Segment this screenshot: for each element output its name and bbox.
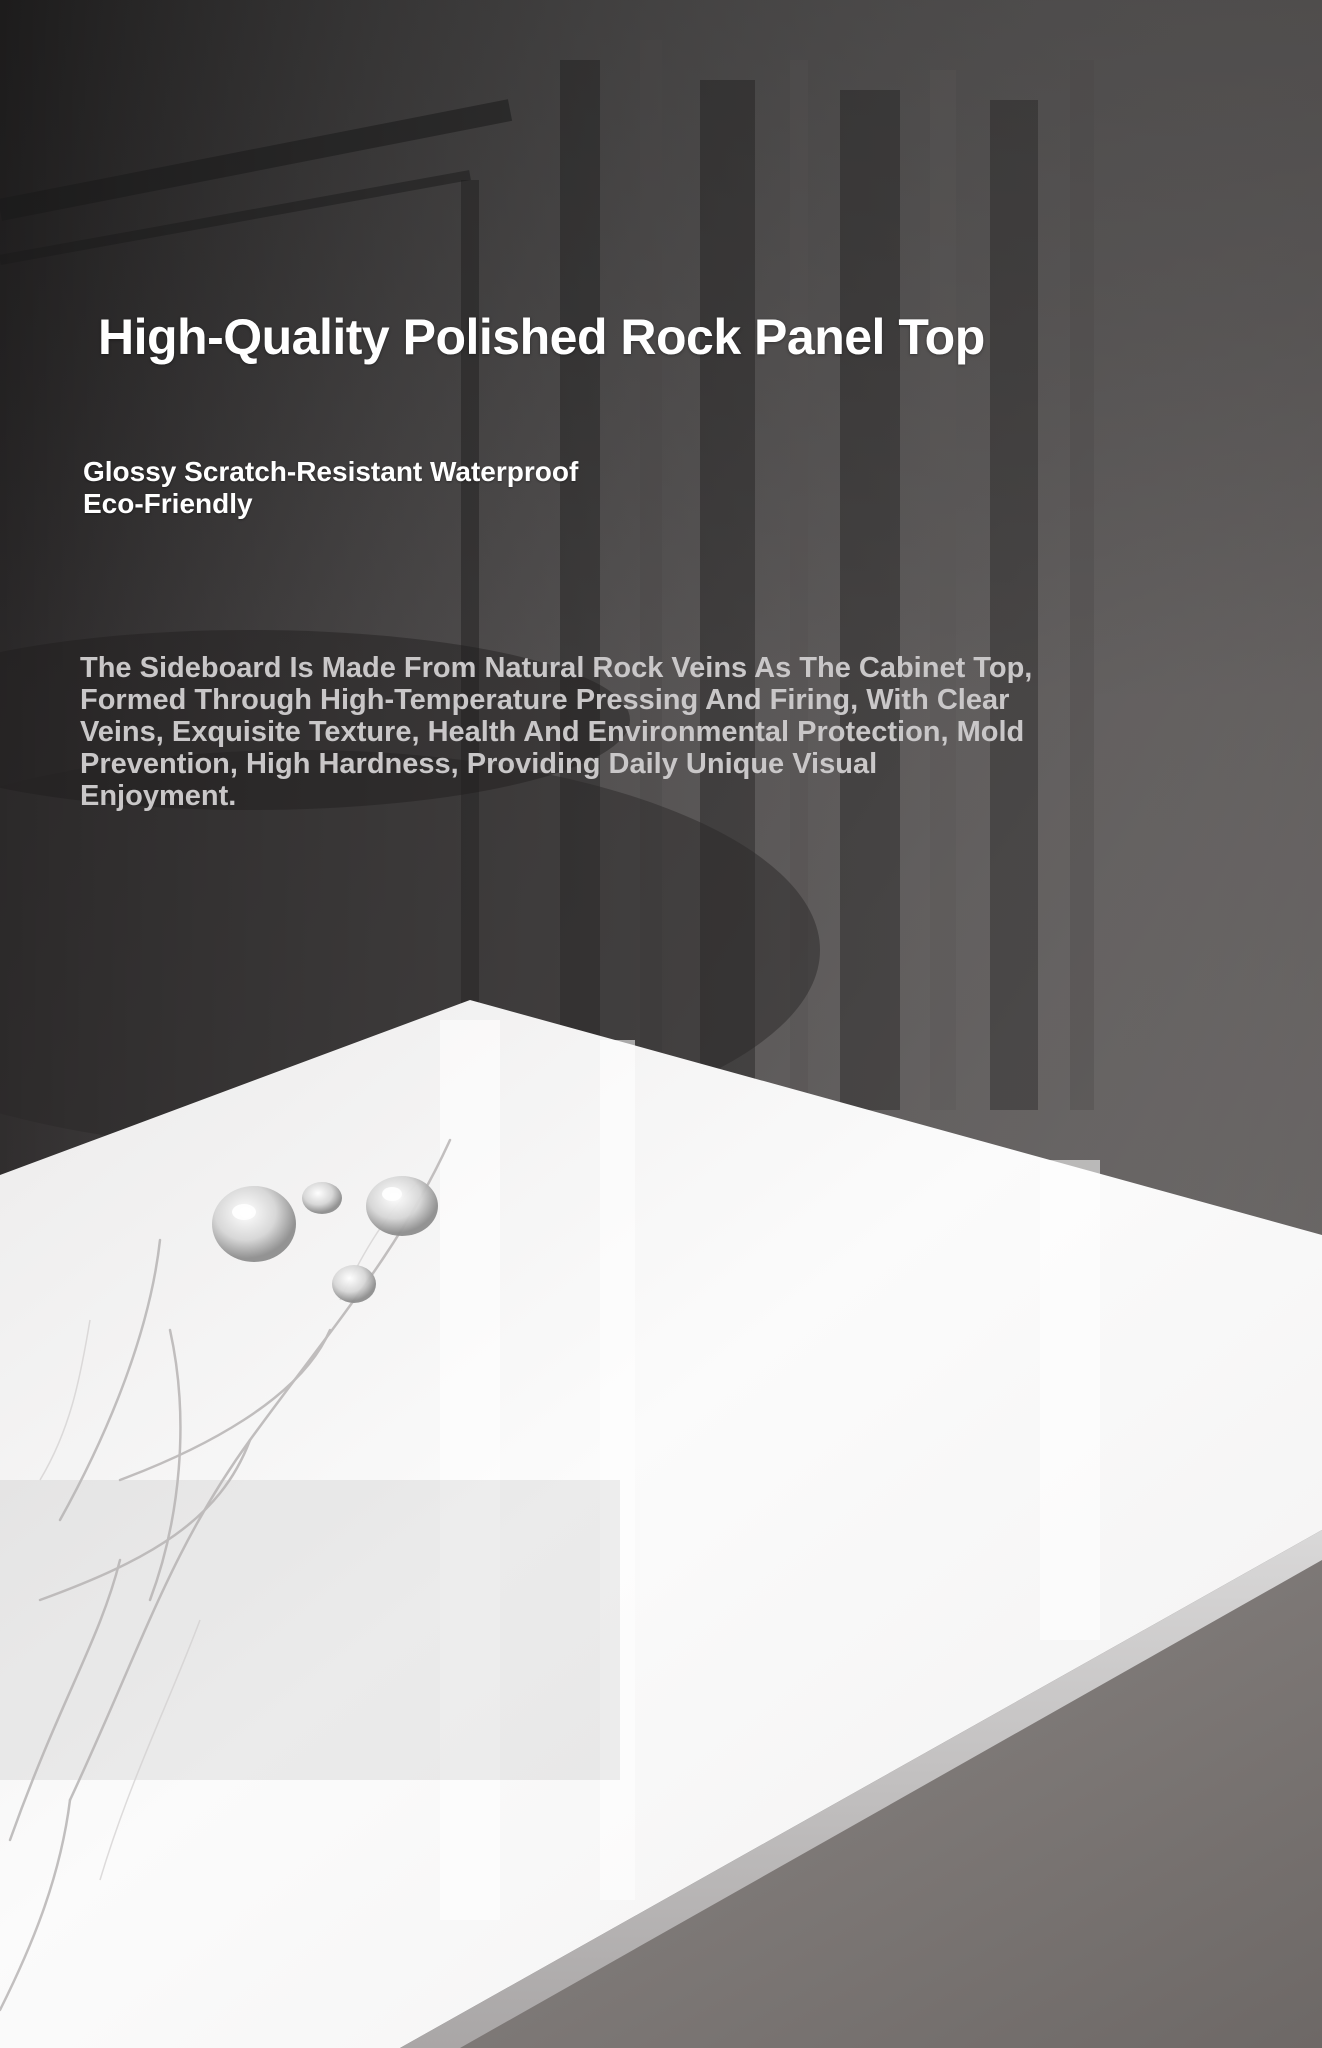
product-description: The Sideboard Is Made From Natural Rock Veins As The Cabinet Top, Formed Through High-Temperature Pressing And Firing, With Clear Veins, Exquisite Texture, Health And Environmental Protection, Mold Prevention, High Hardness, Providing Daily Unique Visual Enjoyment. xyxy=(80,652,1033,812)
feature-line-2: Eco-Friendly xyxy=(83,488,253,519)
feature-line-1: Glossy Scratch-Resistant Waterproof xyxy=(83,456,579,487)
page-title: High-Quality Polished Rock Panel Top xyxy=(98,309,985,365)
feature-list xyxy=(83,456,643,520)
